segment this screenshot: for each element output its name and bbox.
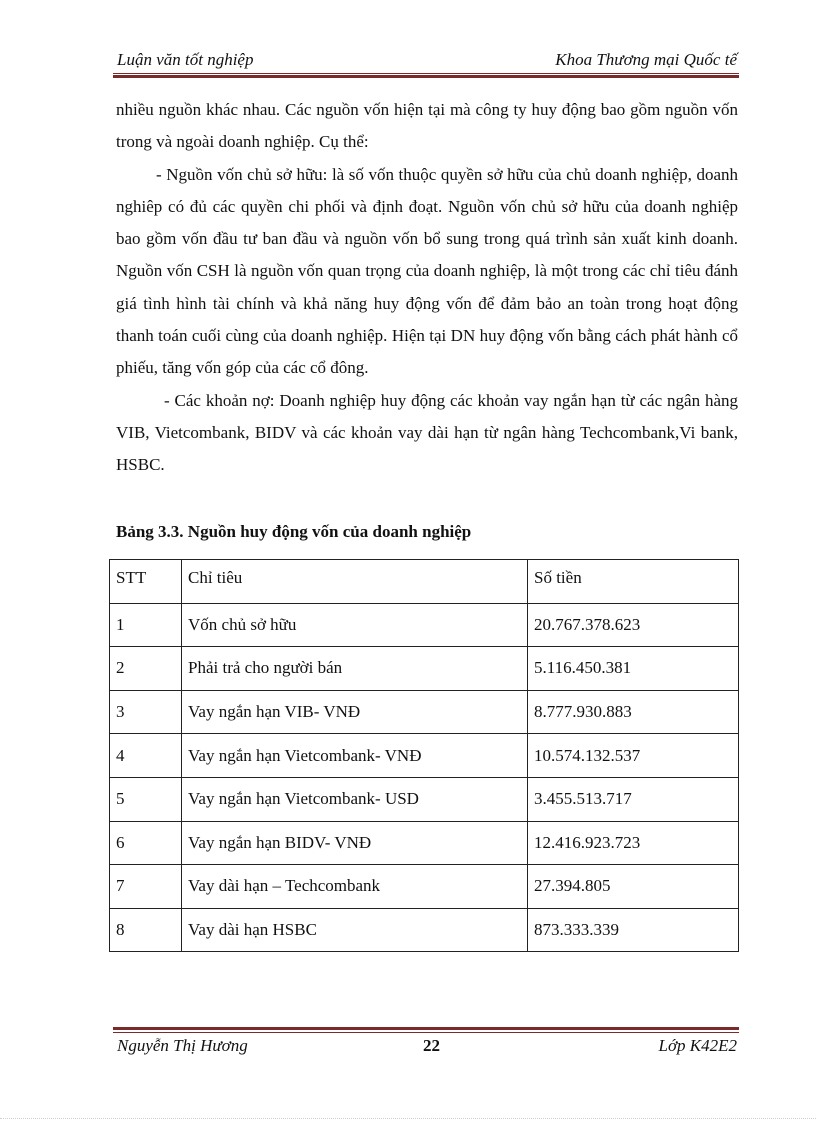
header-rule-thin <box>113 73 739 74</box>
cell-stt: 7 <box>110 865 182 909</box>
footer-class: Lớp K42E2 <box>658 1036 737 1055</box>
cell-stt: 1 <box>110 603 182 647</box>
cell-stt: 8 <box>110 908 182 952</box>
cell-amount: 5.116.450.381 <box>528 647 739 691</box>
table-row <box>110 734 739 778</box>
paragraph-debts: - Các khoản nợ: Doanh nghiệp huy động các khoản vay ngắn hạn từ các ngân hàng VIB, Vietcombank, BIDV và các khoản vay dài hạn từ ngân hàng Techcombank,Vi bank, HSBC. <box>116 390 738 475</box>
header-cell-amount: Số tiền <box>528 560 739 604</box>
cell-item: Vay ngắn hạn Vietcombank- USD <box>182 777 528 821</box>
cell-amount: 10.574.132.537 <box>528 734 739 778</box>
cell-stt: 4 <box>110 734 182 778</box>
paragraph-equity: - Nguồn vốn chủ sở hữu: là số vốn thuộc quyền sở hữu của chủ doanh nghiệp, doanh nghiêp có đủ các quyền chi phối và định đoạt. Nguồn vốn chủ sở hữu của doanh nghiệp bao gồm vốn đầu tư ban đầu và nguồn vốn bổ sung trong quá trình sản xuất kinh doanh. Nguồn vốn CSH là nguồn vốn quan trọng của doanh nghiệp, là một trong các chỉ tiêu đánh giá tình hình tài chính và khả năng huy động vốn để đảm bảo an toàn trong hoạt động thanh toán cuối cùng của doanh nghiệp. Hiện tại DN huy động vốn bằng cách phát hành cổ phiếu, tăng vốn góp của các cổ đông. <box>116 164 738 378</box>
header-faculty: Khoa Thương mại Quốc tế <box>555 50 737 69</box>
page-number: 22 <box>423 1036 440 1055</box>
footer-rule-thick <box>113 1027 739 1030</box>
footer-rule-thin <box>113 1032 739 1033</box>
page-header <box>113 48 739 72</box>
footer-author: Nguyễn Thị Hương <box>117 1036 248 1055</box>
cell-item: Vay dài hạn – Techcombank <box>182 865 528 909</box>
cell-stt: 5 <box>110 777 182 821</box>
cell-stt: 6 <box>110 821 182 865</box>
table-caption: Bảng 3.3. Nguồn huy động vốn của doanh nghiệp <box>116 522 472 541</box>
table-row <box>110 865 739 909</box>
table-row <box>110 777 739 821</box>
cell-item: Vay ngắn hạn Vietcombank- VNĐ <box>182 734 528 778</box>
header-cell-stt: STT <box>110 560 182 604</box>
cell-amount: 27.394.805 <box>528 865 739 909</box>
paragraph-intro: nhiều nguồn khác nhau. Các nguồn vốn hiện tại mà công ty huy động bao gồm nguồn vốn trong và ngoài doanh nghiệp. Cụ thể: <box>116 100 738 152</box>
header-thesis-title: Luận văn tốt nghiệp <box>117 50 254 69</box>
table-row <box>110 821 739 865</box>
table-row <box>110 908 739 952</box>
cell-item: Vay dài hạn HSBC <box>182 908 528 952</box>
cell-amount: 873.333.339 <box>528 908 739 952</box>
cell-amount: 8.777.930.883 <box>528 690 739 734</box>
table-header-row <box>110 560 739 604</box>
cell-item: Vay ngắn hạn VIB- VNĐ <box>182 690 528 734</box>
page-edge-divider <box>0 1118 816 1119</box>
cell-amount: 20.767.378.623 <box>528 603 739 647</box>
body-text <box>116 94 738 482</box>
funding-sources-table <box>109 559 739 952</box>
cell-item: Vốn chủ sở hữu <box>182 603 528 647</box>
table-row <box>110 603 739 647</box>
cell-item: Vay ngắn hạn BIDV- VNĐ <box>182 821 528 865</box>
header-rule-thick <box>113 75 739 78</box>
cell-stt: 2 <box>110 647 182 691</box>
cell-item: Phải trả cho người bán <box>182 647 528 691</box>
cell-amount: 12.416.923.723 <box>528 821 739 865</box>
page-footer <box>113 1036 739 1060</box>
table-row <box>110 647 739 691</box>
cell-stt: 3 <box>110 690 182 734</box>
header-cell-item: Chỉ tiêu <box>182 560 528 604</box>
table-row <box>110 690 739 734</box>
cell-amount: 3.455.513.717 <box>528 777 739 821</box>
